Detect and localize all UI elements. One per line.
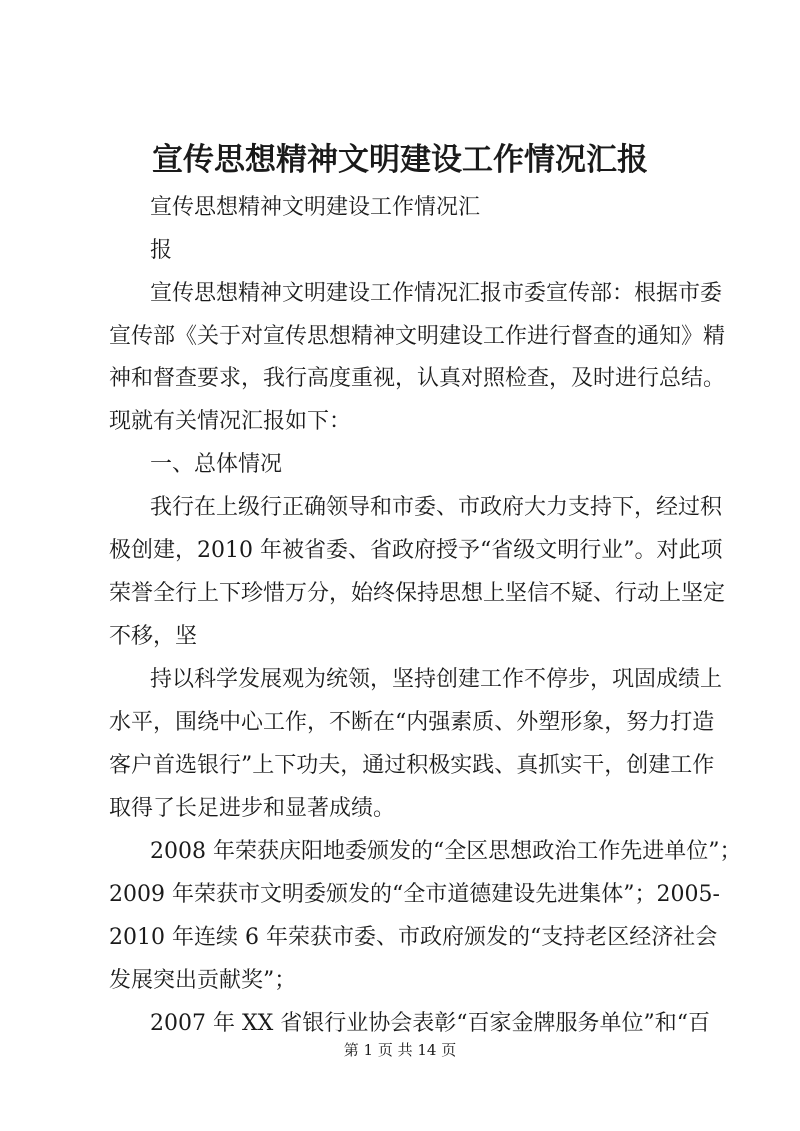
document-title: 宣传思想精神文明建设工作情况汇报 <box>152 142 648 178</box>
text-line: 神和督查要求，我行高度重视，认真对照检查，及时进行总结。 <box>109 366 726 391</box>
text-line: 2009 年荣获市文明委颁发的“全市道德建设先进集体”；2005- <box>109 882 720 907</box>
text-line: 2008 年荣获庆阳地委颁发的“全区思想政治工作先进单位”； <box>150 839 742 864</box>
page-footer: 第 1 页 共 14 页 <box>343 1041 457 1059</box>
text-line: 不移，坚 <box>109 624 198 649</box>
text-line: 报 <box>150 238 173 263</box>
text-line: 宣传思想精神文明建设工作情况汇 <box>150 195 481 220</box>
text-line: 现就有关情况汇报如下： <box>109 409 352 434</box>
text-line: 我行在上级行正确领导和市委、市政府大力支持下，经过积 <box>150 495 723 520</box>
text-line: 极创建，2010 年被省委、省政府授予“省级文明行业”。对此项 <box>109 538 723 563</box>
text-line: 水平，围绕中心工作，不断在“内强素质、外塑形象，努力打造 <box>109 710 715 735</box>
text-line: 2010 年连续 6 年荣获市委、市政府颁发的“支持老区经济社会 <box>109 925 718 950</box>
text-line: 宣传思想精神文明建设工作情况汇报市委宣传部：根据市委 <box>150 281 723 306</box>
section-heading: 一、总体情况 <box>150 452 283 477</box>
text-line: 取得了长足进步和显著成绩。 <box>109 796 396 821</box>
text-line: 2007 年 XX 省银行业协会表彰“百家金牌服务单位”和“百 <box>150 1011 711 1036</box>
text-line: 荣誉全行上下珍惜万分，始终保持思想上坚信不疑、行动上坚定 <box>109 581 726 606</box>
text-line: 发展突出贡献奖”； <box>109 968 297 993</box>
text-line: 客户首选银行”上下功夫，通过积极实践、真抓实干，创建工作 <box>109 753 715 778</box>
text-line: 宣传部《关于对宣传思想精神文明建设工作进行督查的通知》精 <box>109 324 726 349</box>
text-line: 持以科学发展观为统领，坚持创建工作不停步，巩固成绩上 <box>150 667 723 692</box>
